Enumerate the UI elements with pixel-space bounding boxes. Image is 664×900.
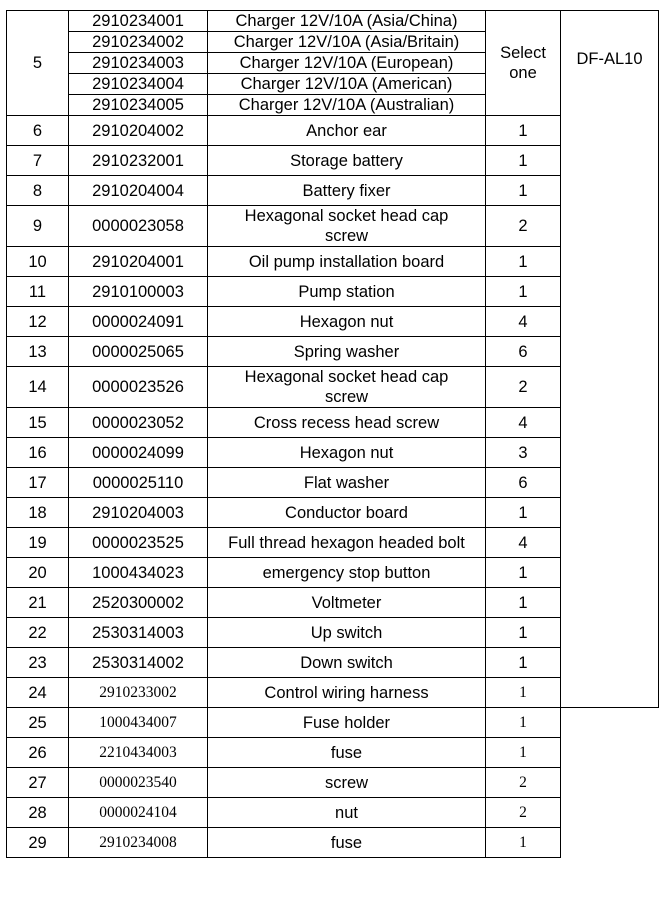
part-name: Up switch (208, 618, 486, 648)
part-name: Charger 12V/10A (Asia/Britain) (208, 32, 486, 53)
part-code: 2910234005 (69, 95, 208, 116)
part-code: 1000434007 (69, 708, 208, 738)
part-name: Storage battery (208, 146, 486, 176)
quantity: 1 (486, 588, 561, 618)
part-name: Control wiring harness (208, 678, 486, 708)
part-code: 2910204003 (69, 498, 208, 528)
part-code: 2530314003 (69, 618, 208, 648)
part-name: screw (208, 768, 486, 798)
part-code: 2910100003 (69, 277, 208, 307)
part-name: nut (208, 798, 486, 828)
part-code: 0000023525 (69, 528, 208, 558)
part-code: 0000023058 (69, 206, 208, 247)
quantity: 1 (486, 828, 561, 858)
item-number: 26 (7, 738, 69, 768)
part-name: Cross recess head screw (208, 408, 486, 438)
quantity: 2 (486, 206, 561, 247)
part-name: Voltmeter (208, 588, 486, 618)
part-name: Fuse holder (208, 708, 486, 738)
table-row (7, 738, 659, 768)
quantity: 1 (486, 116, 561, 146)
item-number: 21 (7, 588, 69, 618)
part-name: emergency stop button (208, 558, 486, 588)
table-row (7, 768, 659, 798)
item-number: 10 (7, 247, 69, 277)
part-name: Full thread hexagon headed bolt (208, 528, 486, 558)
quantity: 1 (486, 146, 561, 176)
part-code: 2530314002 (69, 648, 208, 678)
item-number: 7 (7, 146, 69, 176)
part-code: 2910234004 (69, 74, 208, 95)
quantity: 1 (486, 498, 561, 528)
quantity: 3 (486, 438, 561, 468)
item-number: 13 (7, 337, 69, 367)
part-code: 0000024099 (69, 438, 208, 468)
part-name: fuse (208, 738, 486, 768)
part-name: Hexagon nut (208, 438, 486, 468)
part-code: 0000025110 (69, 468, 208, 498)
part-code: 2910204004 (69, 176, 208, 206)
part-name: fuse (208, 828, 486, 858)
item-number: 22 (7, 618, 69, 648)
quantity: 4 (486, 528, 561, 558)
part-code: 2910233002 (69, 678, 208, 708)
quantity: 2 (486, 768, 561, 798)
part-name: Hexagonal socket head cap screw (208, 206, 486, 247)
parts-list-table (6, 10, 659, 858)
table-row (7, 828, 659, 858)
part-code: 1000434023 (69, 558, 208, 588)
item-number: 25 (7, 708, 69, 738)
item-number: 16 (7, 438, 69, 468)
part-name: Anchor ear (208, 116, 486, 146)
part-code: 0000025065 (69, 337, 208, 367)
item-number: 27 (7, 768, 69, 798)
part-name: Down switch (208, 648, 486, 678)
quantity: Select one (486, 11, 561, 116)
item-number: 14 (7, 367, 69, 408)
item-number: 5 (7, 11, 69, 116)
item-number: 6 (7, 116, 69, 146)
part-name: Charger 12V/10A (American) (208, 74, 486, 95)
part-name: Hexagon nut (208, 307, 486, 337)
quantity: 1 (486, 678, 561, 708)
item-number: 11 (7, 277, 69, 307)
quantity: 1 (486, 708, 561, 738)
quantity: 6 (486, 468, 561, 498)
part-code: 2910232001 (69, 146, 208, 176)
item-number: 18 (7, 498, 69, 528)
quantity: 2 (486, 798, 561, 828)
quantity: 1 (486, 738, 561, 768)
part-code: 2910204002 (69, 116, 208, 146)
quantity: 6 (486, 337, 561, 367)
table-row (7, 11, 659, 32)
part-code: 2520300002 (69, 588, 208, 618)
part-code: 0000023540 (69, 768, 208, 798)
item-number: 12 (7, 307, 69, 337)
quantity: 1 (486, 558, 561, 588)
quantity: 1 (486, 176, 561, 206)
part-name: Hexagonal socket head cap screw (208, 367, 486, 408)
item-number: 28 (7, 798, 69, 828)
part-name: Flat washer (208, 468, 486, 498)
item-number: 19 (7, 528, 69, 558)
quantity: 1 (486, 277, 561, 307)
item-number: 23 (7, 648, 69, 678)
item-number: 15 (7, 408, 69, 438)
quantity: 4 (486, 307, 561, 337)
model-label: DF-AL10 (576, 50, 643, 68)
part-name: Spring washer (208, 337, 486, 367)
part-name: Charger 12V/10A (European) (208, 53, 486, 74)
quantity: 4 (486, 408, 561, 438)
table-row (7, 708, 659, 738)
quantity: 2 (486, 367, 561, 408)
part-name: Oil pump installation board (208, 247, 486, 277)
item-number: 20 (7, 558, 69, 588)
part-code: 0000023052 (69, 408, 208, 438)
model-number (561, 11, 659, 708)
part-code: 2210434003 (69, 738, 208, 768)
part-name: Battery fixer (208, 176, 486, 206)
part-code: 2910234003 (69, 53, 208, 74)
table-row (7, 798, 659, 828)
part-code: 2910234008 (69, 828, 208, 858)
quantity: 1 (486, 648, 561, 678)
quantity: 1 (486, 247, 561, 277)
part-name: Pump station (208, 277, 486, 307)
part-name: Charger 12V/10A (Asia/China) (208, 11, 486, 32)
item-number: 29 (7, 828, 69, 858)
item-number: 24 (7, 678, 69, 708)
part-code: 0000024104 (69, 798, 208, 828)
part-name: Charger 12V/10A (Australian) (208, 95, 486, 116)
part-code: 2910204001 (69, 247, 208, 277)
item-number: 8 (7, 176, 69, 206)
part-code: 0000024091 (69, 307, 208, 337)
item-number: 17 (7, 468, 69, 498)
part-name: Conductor board (208, 498, 486, 528)
item-number: 9 (7, 206, 69, 247)
part-code: 2910234002 (69, 32, 208, 53)
quantity: 1 (486, 618, 561, 648)
part-code: 2910234001 (69, 11, 208, 32)
part-code: 0000023526 (69, 367, 208, 408)
